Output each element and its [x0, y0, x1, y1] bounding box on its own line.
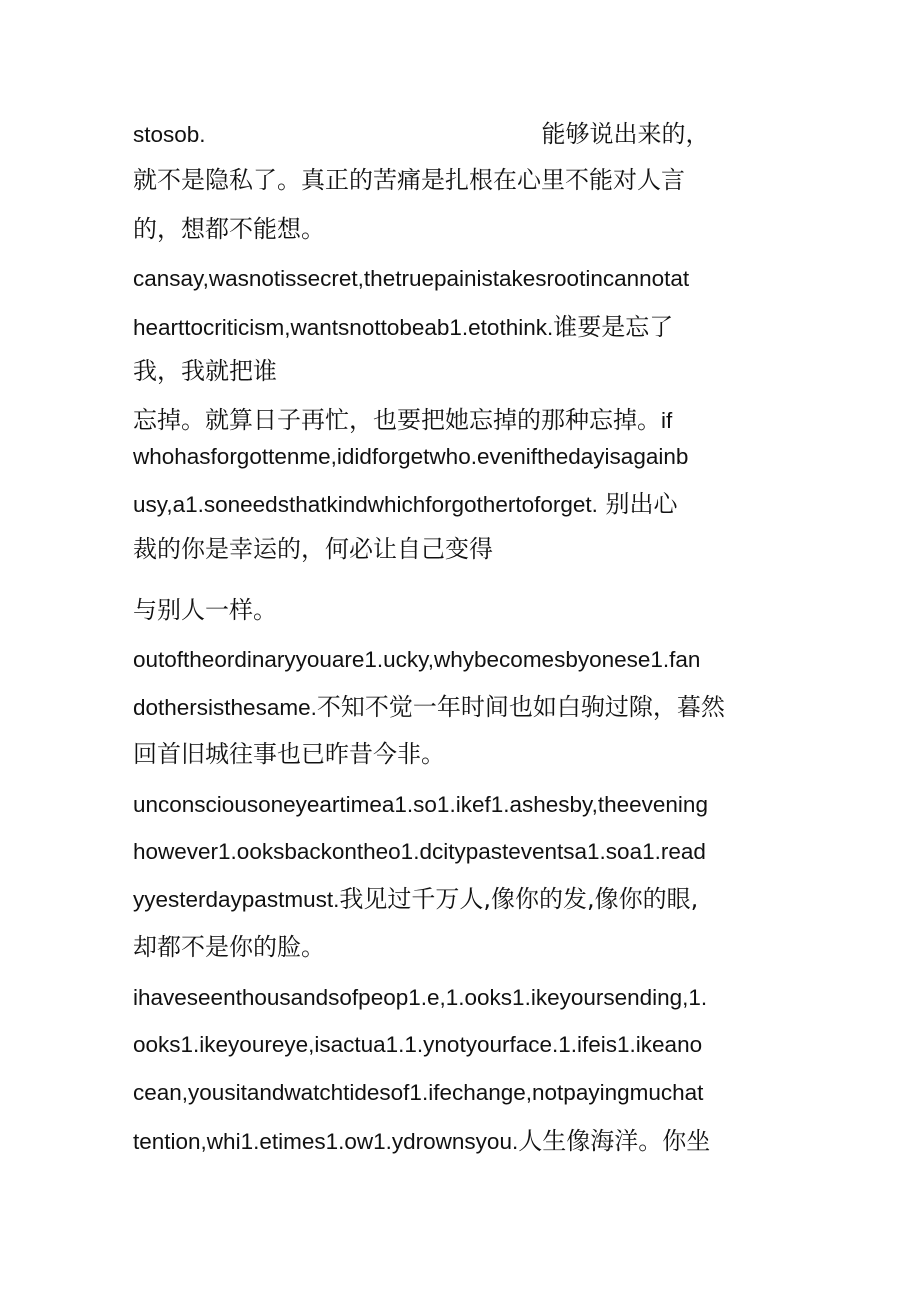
- text-segment: yyesterdaypastmust.: [133, 887, 340, 912]
- text-line-19: ihaveseenthousandsofpeop1.e,1.ooks1.ikeyoursending,1.: [133, 985, 708, 1010]
- text-line-16: however1.ooksbackontheo1.dcitypasteventsa1.soa1.read: [133, 839, 706, 864]
- text-segment: 忘掉。就算日子再忙，也要把她忘掉的那种忘掉。: [133, 406, 661, 434]
- text-segment: dothersisthesame.: [133, 695, 317, 720]
- text-line-12: outoftheordinaryyouare1.ucky,whybecomesbyonese1.fan: [133, 647, 701, 672]
- text-line-14: 回首旧城往事也已昨昔今非。: [133, 740, 445, 768]
- text-line-4: cansay,wasnotissecret,thetruepainistakesrootincannotat: [133, 266, 690, 291]
- text-line-3: 的，想都不能想。: [133, 215, 325, 243]
- text-line-22: [133, 1124, 710, 1158]
- text-segment: 人生像海洋。你坐: [518, 1127, 711, 1155]
- text-segment: hearttocriticism,wantsnottobeab1.etothink.: [133, 315, 554, 340]
- text-segment: stosob.: [133, 122, 206, 147]
- text-line-17: [133, 882, 698, 916]
- text-line-2: 就不是隐私了。真正的苦痛是扎根在心里不能对人言: [133, 166, 685, 194]
- text-line-6: 我，我就把谁: [133, 357, 277, 385]
- text-segment: tention,whi1.etimes1.ow1.ydrownsyou.: [133, 1129, 519, 1154]
- text-segment: 我见过千万人,像你的发,像你的眼,: [339, 885, 699, 913]
- text-line-9: [133, 487, 678, 521]
- text-line-13: [133, 690, 725, 724]
- text-segment: 别出心: [605, 490, 678, 518]
- text-line-1: [133, 117, 710, 151]
- text-line-18: 却都不是你的脸。: [133, 933, 325, 961]
- text-line-20: ooks1.ikeyoureye,isactua1.1.ynotyourface.1.ifeis1.ikeano: [133, 1032, 703, 1057]
- text-line-15: unconsciousoneyeartimea1.so1.ikef1.ashesby,theevening: [133, 792, 708, 817]
- text-segment: 不知不觉一年时间也如白驹过隙，暮然: [316, 693, 725, 721]
- text-line-7: [133, 403, 672, 437]
- text-segment: if: [661, 408, 673, 433]
- text-line-10: 裁的你是幸运的，何必让自己变得: [133, 535, 493, 563]
- text-line-11: 与别人一样。: [133, 596, 277, 624]
- text-segment: usy,a1.soneedsthatkindwhichforgothertoforget.: [133, 492, 598, 517]
- text-segment: 谁要是忘了: [553, 313, 674, 341]
- text-segment: 能够说出来的，: [541, 120, 710, 148]
- text-line-21: cean,yousitandwatchtidesof1.ifechange,notpayingmuchat: [133, 1080, 704, 1105]
- text-line-5: [133, 310, 673, 344]
- text-line-8: whohasforgottenme,ididforgetwho.evenifthedayisagainb: [133, 444, 689, 469]
